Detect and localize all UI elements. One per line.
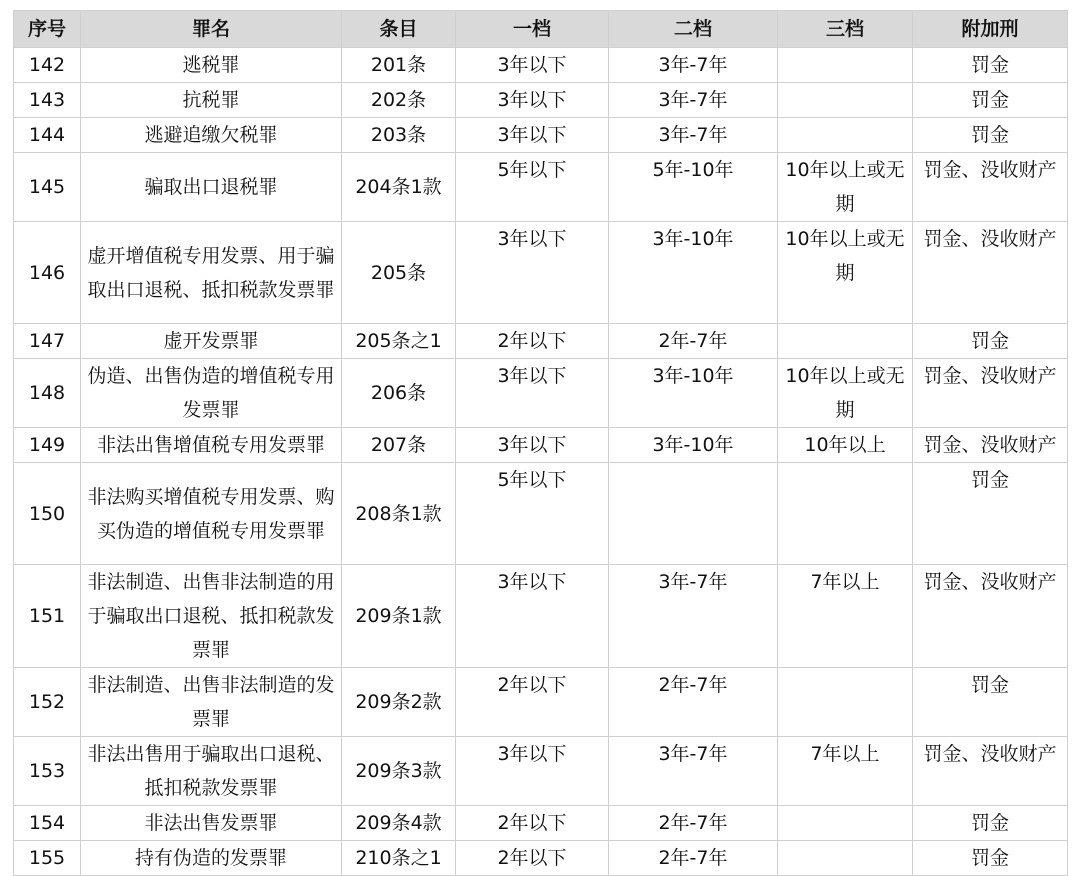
article-number: 207条 (342, 428, 456, 463)
tier2-penalty: 3年-7年 (609, 737, 778, 806)
table-row (14, 737, 1068, 806)
additional-penalty: 罚金 (913, 668, 1068, 737)
tier2-penalty: 2年-7年 (609, 841, 778, 876)
row-number: 142 (14, 48, 81, 83)
tier1-penalty: 2年以下 (456, 806, 609, 841)
row-number: 144 (14, 118, 81, 153)
penalty-table (13, 10, 1068, 876)
tier1-penalty: 3年以下 (456, 83, 609, 118)
row-number: 150 (14, 463, 81, 565)
article-number: 204条1款 (342, 153, 456, 222)
article-number: 209条3款 (342, 737, 456, 806)
additional-penalty: 罚金、没收财产 (913, 737, 1068, 806)
tier1-penalty: 3年以下 (456, 118, 609, 153)
tier2-penalty: 2年-7年 (609, 806, 778, 841)
article-number: 209条4款 (342, 806, 456, 841)
row-number: 149 (14, 428, 81, 463)
table-row (14, 83, 1068, 118)
table-row (14, 806, 1068, 841)
article-number: 208条1款 (342, 463, 456, 565)
additional-penalty: 罚金 (913, 463, 1068, 565)
header-name: 罪名 (81, 11, 342, 48)
tier3-penalty (778, 463, 913, 565)
tier2-penalty (609, 463, 778, 565)
header-row (14, 11, 1068, 48)
additional-penalty: 罚金 (913, 83, 1068, 118)
additional-penalty: 罚金、没收财产 (913, 359, 1068, 428)
crime-name: 伪造、出售伪造的增值税专用发票罪 (81, 359, 342, 428)
table-row (14, 153, 1068, 222)
article-number: 209条2款 (342, 668, 456, 737)
tier1-penalty: 2年以下 (456, 668, 609, 737)
table-row (14, 428, 1068, 463)
tier3-penalty (778, 668, 913, 737)
tier3-penalty (778, 83, 913, 118)
tier2-penalty: 5年-10年 (609, 153, 778, 222)
header-no: 序号 (14, 11, 81, 48)
tier1-penalty: 2年以下 (456, 324, 609, 359)
table-row (14, 668, 1068, 737)
header-tier1: 一档 (456, 11, 609, 48)
tier1-penalty: 2年以下 (456, 841, 609, 876)
tier2-penalty: 2年-7年 (609, 668, 778, 737)
additional-penalty: 罚金、没收财产 (913, 565, 1068, 668)
tier2-penalty: 3年-7年 (609, 565, 778, 668)
crime-name: 骗取出口退税罪 (81, 153, 342, 222)
header-tier3: 三档 (778, 11, 913, 48)
tier2-penalty: 3年-7年 (609, 83, 778, 118)
tier1-penalty: 3年以下 (456, 359, 609, 428)
article-number: 209条1款 (342, 565, 456, 668)
tier1-penalty: 5年以下 (456, 463, 609, 565)
article-number: 202条 (342, 83, 456, 118)
additional-penalty: 罚金、没收财产 (913, 222, 1068, 324)
crime-name: 抗税罪 (81, 83, 342, 118)
row-number: 145 (14, 153, 81, 222)
tier3-penalty: 10年以上 (778, 428, 913, 463)
tier3-penalty: 7年以上 (778, 565, 913, 668)
row-number: 143 (14, 83, 81, 118)
header-extra: 附加刑 (913, 11, 1068, 48)
crime-name: 非法出售发票罪 (81, 806, 342, 841)
table-row (14, 118, 1068, 153)
table-row (14, 359, 1068, 428)
tier2-penalty: 3年-10年 (609, 222, 778, 324)
additional-penalty: 罚金 (913, 841, 1068, 876)
header-article: 条目 (342, 11, 456, 48)
tier1-penalty: 3年以下 (456, 565, 609, 668)
additional-penalty: 罚金 (913, 806, 1068, 841)
row-number: 155 (14, 841, 81, 876)
row-number: 154 (14, 806, 81, 841)
table-body (14, 48, 1068, 876)
tier3-penalty (778, 48, 913, 83)
tier1-penalty: 3年以下 (456, 737, 609, 806)
article-number: 206条 (342, 359, 456, 428)
row-number: 146 (14, 222, 81, 324)
row-number: 148 (14, 359, 81, 428)
crime-name: 非法制造、出售非法制造的发票罪 (81, 668, 342, 737)
tier3-penalty (778, 118, 913, 153)
crime-name: 虚开增值税专用发票、用于骗取出口退税、抵扣税款发票罪 (81, 222, 342, 324)
row-number: 147 (14, 324, 81, 359)
header-tier2: 二档 (609, 11, 778, 48)
tier2-penalty: 3年-7年 (609, 118, 778, 153)
crime-name: 非法购买增值税专用发票、购买伪造的增值税专用发票罪 (81, 463, 342, 565)
crime-name: 逃税罪 (81, 48, 342, 83)
crime-name: 持有伪造的发票罪 (81, 841, 342, 876)
tier2-penalty: 2年-7年 (609, 324, 778, 359)
table-row (14, 841, 1068, 876)
additional-penalty: 罚金、没收财产 (913, 428, 1068, 463)
tier1-penalty: 3年以下 (456, 222, 609, 324)
tier3-penalty: 10年以上或无期 (778, 359, 913, 428)
article-number: 201条 (342, 48, 456, 83)
table-row (14, 222, 1068, 324)
tier3-penalty (778, 841, 913, 876)
article-number: 205条 (342, 222, 456, 324)
crime-name: 非法出售增值税专用发票罪 (81, 428, 342, 463)
tier1-penalty: 3年以下 (456, 428, 609, 463)
table-row (14, 463, 1068, 565)
crime-name: 非法出售用于骗取出口退税、抵扣税款发票罪 (81, 737, 342, 806)
tier2-penalty: 3年-10年 (609, 359, 778, 428)
row-number: 152 (14, 668, 81, 737)
additional-penalty: 罚金、没收财产 (913, 153, 1068, 222)
tier1-penalty: 3年以下 (456, 48, 609, 83)
tier3-penalty: 7年以上 (778, 737, 913, 806)
article-number: 203条 (342, 118, 456, 153)
additional-penalty: 罚金 (913, 324, 1068, 359)
crime-name: 非法制造、出售非法制造的用于骗取出口退税、抵扣税款发票罪 (81, 565, 342, 668)
tier3-penalty: 10年以上或无期 (778, 222, 913, 324)
additional-penalty: 罚金 (913, 118, 1068, 153)
crime-name: 逃避追缴欠税罪 (81, 118, 342, 153)
row-number: 151 (14, 565, 81, 668)
table-row (14, 565, 1068, 668)
tier1-penalty: 5年以下 (456, 153, 609, 222)
article-number: 210条之1 (342, 841, 456, 876)
table-row (14, 48, 1068, 83)
document (13, 10, 1068, 876)
tier3-penalty: 10年以上或无期 (778, 153, 913, 222)
tier2-penalty: 3年-7年 (609, 48, 778, 83)
tier3-penalty (778, 806, 913, 841)
table-row (14, 324, 1068, 359)
tier2-penalty: 3年-10年 (609, 428, 778, 463)
tier3-penalty (778, 324, 913, 359)
crime-name: 虚开发票罪 (81, 324, 342, 359)
row-number: 153 (14, 737, 81, 806)
article-number: 205条之1 (342, 324, 456, 359)
additional-penalty: 罚金 (913, 48, 1068, 83)
